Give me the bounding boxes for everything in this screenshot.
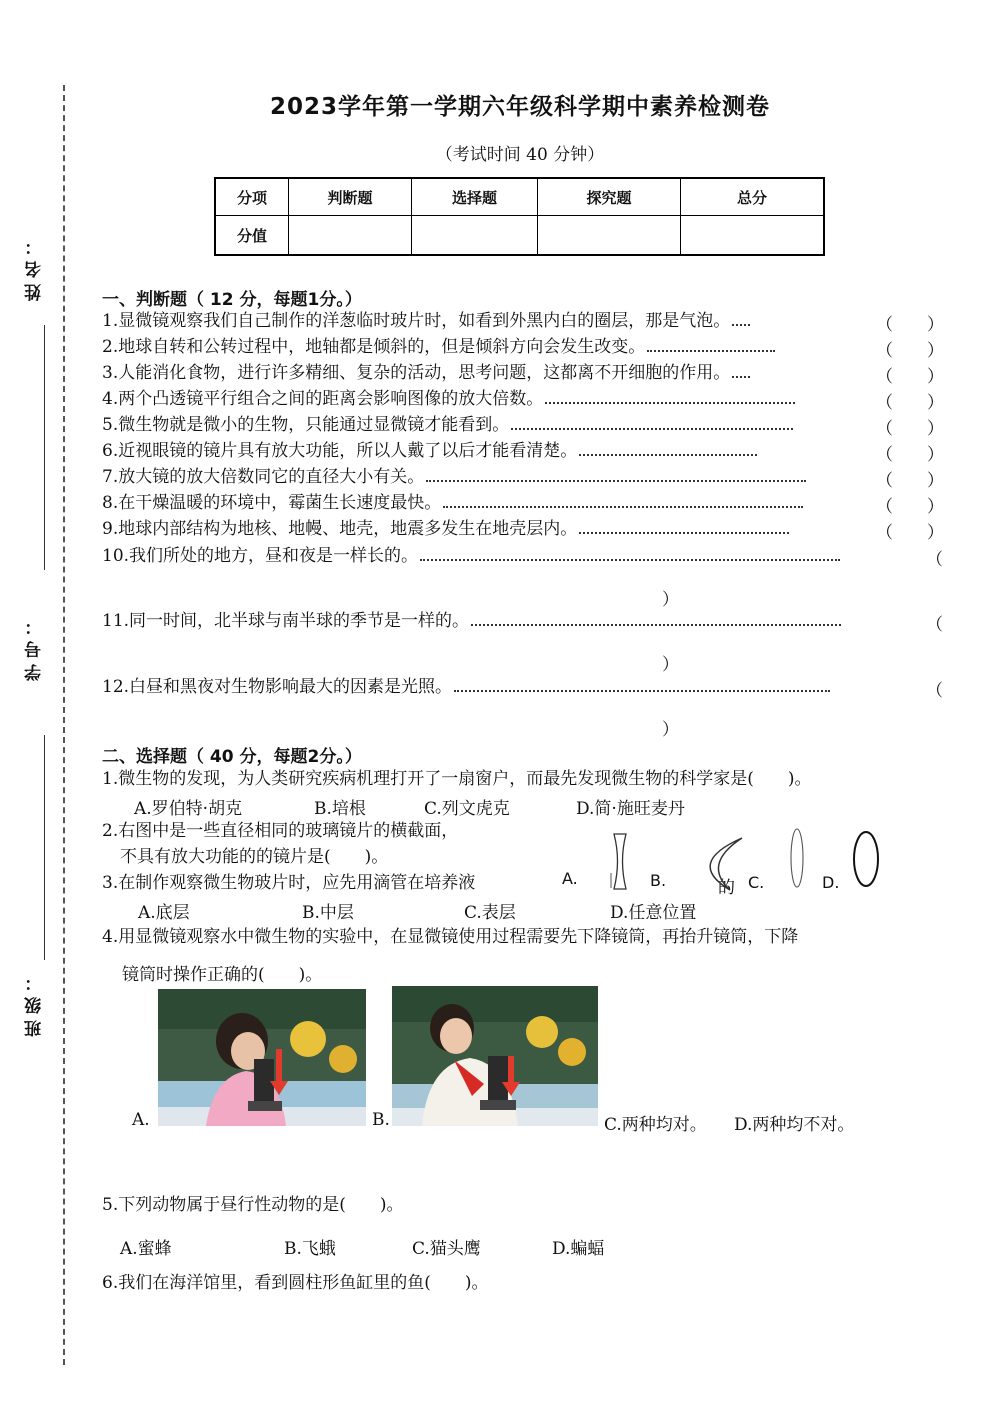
judge-question: 9.地球内部结构为地核、地幔、地壳，地震多发生在地壳层内。 <box>102 518 791 540</box>
photo-a-microscope-base <box>248 1101 282 1111</box>
score-value-cell[interactable] <box>289 216 412 256</box>
photo-a-arrow-shaft <box>276 1049 282 1083</box>
leader-dots <box>545 389 795 404</box>
option-c[interactable]: C.表层 <box>464 903 516 923</box>
choice-question-4-line2: 镜筒时操作正确的( )。 <box>122 965 323 985</box>
score-value-cell[interactable] <box>681 216 825 256</box>
score-value-label: 分值 <box>215 216 289 256</box>
student-id-field-line[interactable] <box>44 735 45 960</box>
judge-question: 1.显微镜观察我们自己制作的洋葱临时玻片时，如看到外黑内白的圈层，那是气泡。 <box>102 310 752 332</box>
leader-dots <box>511 415 793 430</box>
choice-question-5: 5.下列动物属于昼行性动物的是( )。 <box>102 1195 404 1215</box>
answer-blank[interactable]: （ ） <box>876 367 944 387</box>
option-d[interactable]: D.蝙蝠 <box>552 1239 605 1259</box>
option-a[interactable]: A.底层 <box>138 903 190 923</box>
answer-blank[interactable]: （ ） <box>876 315 944 335</box>
photo-a-board <box>158 989 366 1029</box>
leader-dots <box>579 441 757 456</box>
option-b[interactable]: B.中层 <box>302 903 354 923</box>
photo-b-board <box>392 986 598 1022</box>
option-d[interactable]: D.两种均不对。 <box>734 1115 855 1135</box>
option-b[interactable]: B.飞蛾 <box>284 1239 336 1259</box>
photo-a-scene <box>158 989 366 1126</box>
score-header-cell: 探究题 <box>538 178 681 216</box>
lens-diagram <box>600 828 890 896</box>
microscope-photo-b <box>392 986 598 1126</box>
exam-duration: （考试时间 40 分钟） <box>435 145 605 165</box>
option-c[interactable]: C.猫头鹰 <box>412 1239 481 1259</box>
section1-heading: 一、判断题（ 12 分，每题1分。） <box>102 290 362 310</box>
name-field-line[interactable] <box>44 325 45 570</box>
answer-blank-open[interactable]: （ <box>926 615 943 635</box>
lens-label-d: D. <box>822 873 840 892</box>
photo-b-decoration <box>526 1016 558 1048</box>
option-a[interactable]: A. <box>132 1110 150 1130</box>
photo-a-microscope <box>254 1059 274 1107</box>
option-a[interactable]: A.蜜蜂 <box>120 1239 172 1259</box>
class-label: 班级： <box>25 968 45 1037</box>
judge-question: 12.白昼和黑夜对生物影响最大的因素是光照。 <box>102 676 832 698</box>
answer-blank[interactable]: （ ） <box>876 523 944 543</box>
choice-question-2: 2.右图中是一些直径相同的玻璃镜片的横截面， <box>102 821 459 841</box>
overlapping-char: 的 <box>718 878 735 898</box>
photo-a-decoration <box>329 1045 357 1073</box>
section2-heading: 二、选择题（ 40 分，每题2分。） <box>102 747 362 767</box>
judge-question: 5.微生物就是微小的生物，只能通过显微镜才能看到。 <box>102 414 795 436</box>
answer-blank-close: ） <box>662 720 679 740</box>
answer-blank[interactable]: （ ） <box>876 393 944 413</box>
score-value-cell[interactable] <box>412 216 538 256</box>
lens-label-a: A. <box>562 869 578 888</box>
leader-dots <box>732 363 750 378</box>
student-id-label: 学号： <box>25 612 45 681</box>
score-table-header-row <box>215 178 824 216</box>
leader-dots <box>471 611 841 626</box>
choice-question-3: 3.在制作观察微生物玻片时，应先用滴管在培养液 <box>102 873 476 893</box>
lens-label-b: B. <box>650 871 667 890</box>
option-d[interactable]: D.任意位置 <box>610 903 697 923</box>
score-table <box>214 177 825 256</box>
judge-question: 3.人能消化食物，进行许多精细、复杂的活动，思考问题，这都离不开细胞的作用。 <box>102 362 752 384</box>
microscope-photo-a <box>158 989 366 1126</box>
answer-blank-open[interactable]: （ <box>926 550 943 570</box>
answer-blank[interactable]: （ ） <box>876 497 944 517</box>
option-d[interactable]: D.简·施旺麦丹 <box>576 799 685 819</box>
judge-question: 4.两个凸透镜平行组合之间的距离会影响图像的放大倍数。 <box>102 388 797 410</box>
option-b[interactable]: B. <box>372 1110 390 1130</box>
answer-blank-close: ） <box>662 655 679 675</box>
judge-question: 8.在干燥温暖的环境中，霉菌生长速度最快。 <box>102 492 805 514</box>
score-header-cell: 选择题 <box>412 178 538 216</box>
judge-question: 11.同一时间，北半球与南半球的季节是一样的。 <box>102 610 843 632</box>
photo-b-arrow-shaft <box>508 1056 514 1084</box>
leader-dots <box>426 467 806 482</box>
judge-question: 2.地球自转和公转过程中，地轴都是倾斜的，但是倾斜方向会发生改变。 <box>102 336 777 358</box>
meniscus-lens-icon <box>710 838 742 890</box>
photo-a-decoration <box>290 1021 326 1057</box>
answer-blank-close: ） <box>662 590 679 610</box>
judge-question: 10.我们所处的地方，昼和夜是一样长的。 <box>102 545 842 567</box>
option-b[interactable]: B.培根 <box>314 799 366 819</box>
score-header-cell: 判断题 <box>289 178 412 216</box>
photo-b-microscope-base <box>480 1100 516 1110</box>
answer-blank[interactable]: （ ） <box>876 471 944 491</box>
choice-question-6: 6.我们在海洋馆里，看到圆柱形鱼缸里的鱼( )。 <box>102 1273 489 1293</box>
thin-convex-lens-icon <box>791 829 803 887</box>
choice-question-1: 1.微生物的发现，为人类研究疾病机理打开了一扇窗户，而最先发现微生物的科学家是( )。 <box>102 769 812 789</box>
leader-dots <box>443 493 803 508</box>
thick-convex-lens-icon <box>854 832 878 886</box>
answer-blank[interactable]: （ ） <box>876 419 944 439</box>
leader-dots <box>420 546 840 561</box>
option-a[interactable]: A.罗伯特·胡克 <box>134 799 243 819</box>
score-value-cell[interactable] <box>538 216 681 256</box>
score-header-cell: 分项 <box>215 178 289 216</box>
photo-b-microscope <box>488 1056 508 1106</box>
leader-dots <box>454 677 830 692</box>
score-table-value-row <box>215 216 824 256</box>
choice-question-4: 4.用显微镜观察水中微生物的实验中，在显微镜使用过程需要先下降镜筒，再抬升镜筒，下降 <box>102 927 799 947</box>
lens-label-c: C. <box>748 873 765 892</box>
choice-question-2-line2: 不具有放大功能的的镜片是( )。 <box>120 847 389 867</box>
concave-lens-icon <box>614 834 626 889</box>
option-c[interactable]: C.列文虎克 <box>424 799 510 819</box>
photo-b-scene <box>392 986 598 1126</box>
leader-dots <box>647 337 775 352</box>
answer-blank-open[interactable]: （ <box>926 681 943 701</box>
leader-dots <box>579 519 789 534</box>
answer-blank[interactable]: （ ） <box>876 445 944 465</box>
photo-b-face <box>440 1018 472 1054</box>
answer-blank[interactable]: （ ） <box>876 341 944 361</box>
leader-dots <box>732 311 750 326</box>
name-label: 姓名： <box>25 232 45 301</box>
binding-dashed-line <box>63 85 65 1365</box>
page-title: 2023学年第一学期六年级科学期中素养检测卷 <box>269 94 770 120</box>
judge-question: 6.近视眼镜的镜片具有放大功能，所以人戴了以后才能看清楚。 <box>102 440 759 462</box>
option-c[interactable]: C.两种均对。 <box>604 1115 707 1135</box>
judge-question: 7.放大镜的放大倍数同它的直径大小有关。 <box>102 466 808 488</box>
photo-b-decoration <box>558 1038 586 1066</box>
score-header-cell: 总分 <box>681 178 825 216</box>
